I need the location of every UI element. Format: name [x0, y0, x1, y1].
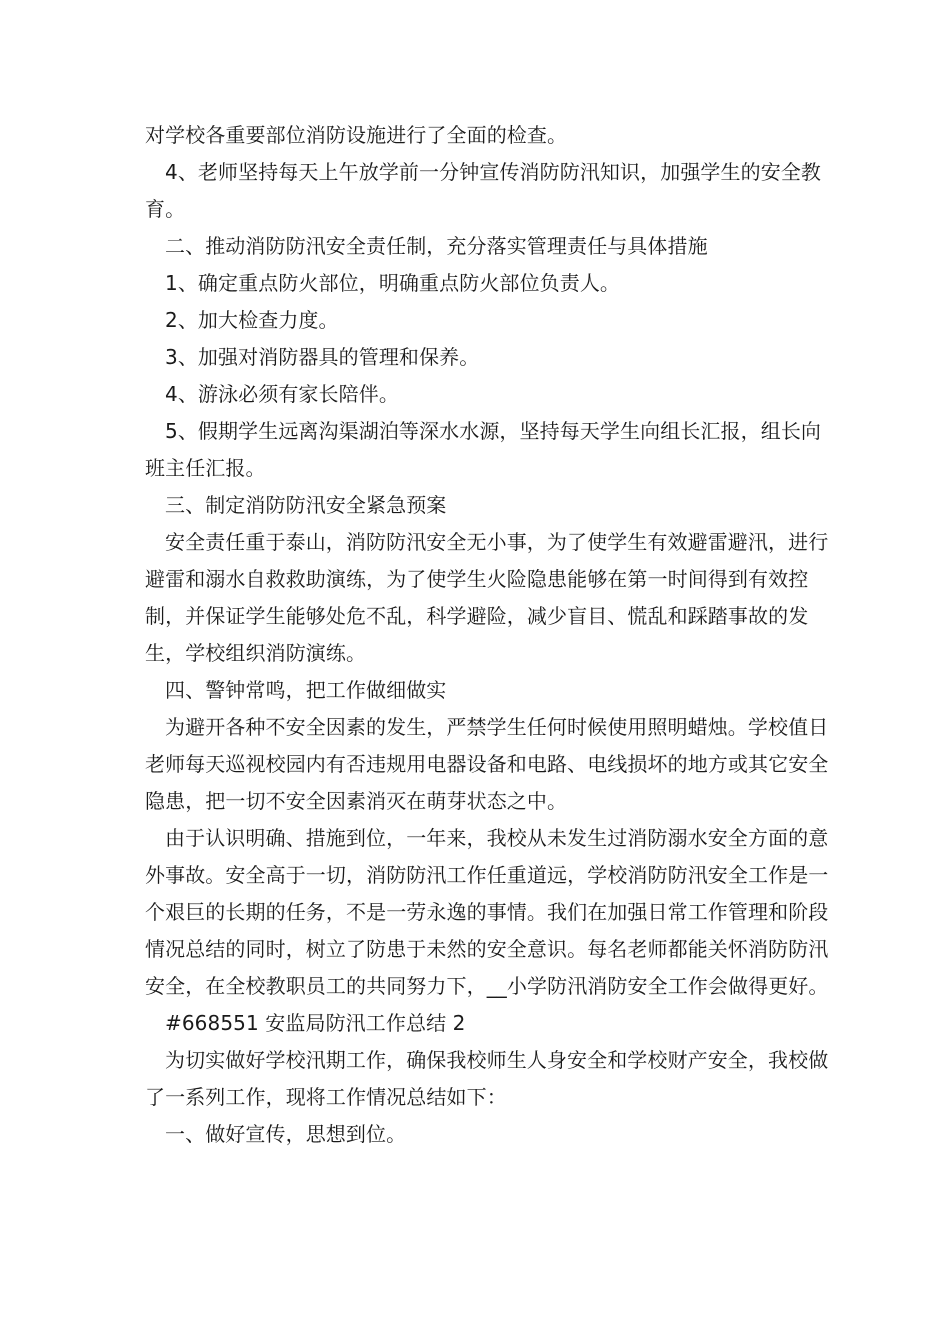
- paragraph-13: 由于认识明确、措施到位，一年来，我校从未发生过消防溺水安全方面的意外事故。安全高于一切，消防防汛工作任重道远，学校消防防汛安全工作是一个艰巨的长期的任务，不是一劳永逸的事情。我们在加强日常工作管理和阶段情况总结的同时，树立了防患于未然的安全意识。每名老师都能关怀消防防汛安全，在全校教职员工的共同努力下，__小学防汛消防安全工作会做得更好。: [145, 826, 829, 998]
- paragraph-12: 为避开各种不安全因素的发生，严禁学生任何时候使用照明蜡烛。学校值日老师每天巡视校园内有否违规用电器设备和电路、电线损坏的地方或其它安全隐患，把一切不安全因素消灭在萌芽状态之中。: [145, 715, 829, 813]
- paragraph-2: 4、老师坚持每天上午放学前一分钟宣传消防防汛知识，加强学生的安全教育。: [145, 160, 822, 221]
- document-body: [145, 117, 840, 1153]
- paragraph-1: 对学校各重要部位消防设施进行了全面的检查。: [145, 123, 568, 147]
- paragraph-8: 5、假期学生远离沟渠湖泊等深水水源，坚持每天学生向组长汇报，组长向班主任汇报。: [145, 419, 822, 480]
- section-heading-1: 一、做好宣传，思想到位。: [165, 1122, 407, 1146]
- paragraph-4: 1、确定重点防火部位，明确重点防火部位负责人。: [165, 271, 621, 295]
- paragraph-7: 4、游泳必须有家长陪伴。: [165, 382, 399, 406]
- section-heading-2: 二、推动消防防汛安全责任制，充分落实管理责任与具体措施: [165, 234, 708, 258]
- paragraph-5: 2、加大检查力度。: [165, 308, 339, 332]
- section-heading-4: 四、警钟常鸣，把工作做细做实: [165, 678, 447, 702]
- article-title-2: #668551 安监局防汛工作总结 2: [165, 1011, 466, 1035]
- paragraph-15: 为切实做好学校汛期工作，确保我校师生人身安全和学校财产安全，我校做了一系列工作，现将工作情况总结如下：: [145, 1048, 829, 1109]
- section-heading-3: 三、制定消防防汛安全紧急预案: [165, 493, 447, 517]
- paragraph-10: 安全责任重于泰山，消防防汛安全无小事，为了使学生有效避雷避汛，进行避雷和溺水自救救助演练，为了使学生火险隐患能够在第一时间得到有效控制，并保证学生能够处危不乱，科学避险，减少盲目、慌乱和踩踏事故的发生，学校组织消防演练。: [145, 530, 829, 665]
- paragraph-6: 3、加强对消防器具的管理和保养。: [165, 345, 480, 369]
